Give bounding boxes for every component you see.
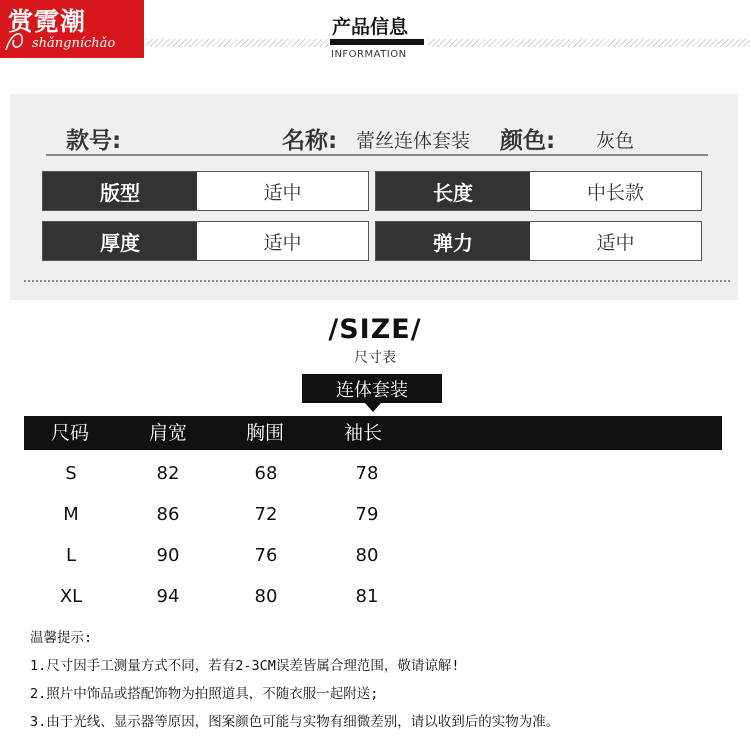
size-table-header: [24, 416, 722, 450]
attr-thickness: [42, 221, 369, 261]
cell-sleeve: 79: [355, 504, 379, 525]
attr-fit-value: 适中: [263, 181, 302, 204]
cell-sleeve: 81: [355, 586, 379, 607]
product-name-value: 蕾丝连体套装: [356, 130, 471, 152]
dotted-divider: [24, 280, 730, 282]
attr-elasticity-value: 适中: [596, 231, 635, 254]
cell-size: L: [65, 545, 77, 566]
tag-pointer-icon: [365, 403, 381, 412]
cell-bust: 76: [254, 545, 278, 566]
attr-fit: [42, 171, 369, 211]
cell-size: M: [63, 504, 79, 525]
attr-fit-key: 版型: [43, 172, 197, 210]
section-subtitle: INFORMATION: [331, 49, 407, 60]
cell-size: S: [65, 463, 77, 484]
color-value: 灰色: [596, 130, 635, 152]
size-chart-subtitle: 尺寸表: [354, 350, 396, 366]
header-underline: [330, 39, 424, 45]
cell-bust: 68: [254, 463, 278, 484]
cell-size: XL: [59, 586, 83, 607]
attr-thickness-value: 适中: [263, 231, 302, 254]
cell-shoulder: 94: [156, 586, 180, 607]
cell-sleeve: 78: [355, 463, 379, 484]
attr-thickness-key: 厚度: [43, 222, 197, 260]
attr-length: [375, 171, 702, 211]
column-header-shoulder: 肩宽: [149, 422, 188, 444]
note-item: 3.由于光线、显示器等原因，图案颜色可能与实物有细微差别，请以收到后的实物为准。: [30, 714, 560, 730]
size-chart-title: /SIZE/: [328, 314, 422, 345]
cell-shoulder: 86: [156, 504, 180, 525]
column-header-size: 尺码: [51, 422, 90, 444]
cell-bust: 72: [254, 504, 278, 525]
attr-elasticity-key: 弹力: [376, 222, 530, 260]
color-label: 颜色:: [500, 128, 556, 154]
product-name-label: 名称:: [282, 128, 338, 154]
brand-pinyin: shǎngníchǎo: [32, 36, 116, 51]
notes-heading: 温馨提示:: [30, 630, 93, 646]
brand-name: 赏霓潮: [8, 7, 87, 36]
note-item: 2.照片中饰品或搭配饰物为拍照道具，不随衣服一起附送;: [30, 686, 379, 702]
attr-length-key: 长度: [376, 172, 530, 210]
note-item: 1.尺寸因手工测量方式不同，若有2-3CM误差皆属合理范围，敬请谅解!: [30, 658, 460, 674]
cell-sleeve: 80: [355, 545, 379, 566]
header-stripe-left: [146, 39, 328, 47]
brand-logo: [0, 0, 144, 58]
cell-shoulder: 82: [156, 463, 180, 484]
cell-shoulder: 90: [156, 545, 180, 566]
attr-length-value: 中长款: [586, 181, 644, 204]
attr-elasticity: [375, 221, 702, 261]
column-header-sleeve: 袖长: [344, 422, 383, 444]
cell-bust: 80: [254, 586, 278, 607]
product-info-panel: [10, 94, 738, 300]
swirl-ornament-icon: [2, 28, 34, 54]
column-header-bust: 胸围: [246, 422, 285, 444]
product-type-tag: 连体套装: [302, 374, 442, 403]
header-stripe-right: [428, 39, 750, 47]
notes-section: [30, 626, 559, 738]
style-number-label: 款号:: [66, 128, 122, 154]
info-divider: [46, 154, 708, 156]
section-title-product-info: 产品信息: [332, 16, 409, 38]
